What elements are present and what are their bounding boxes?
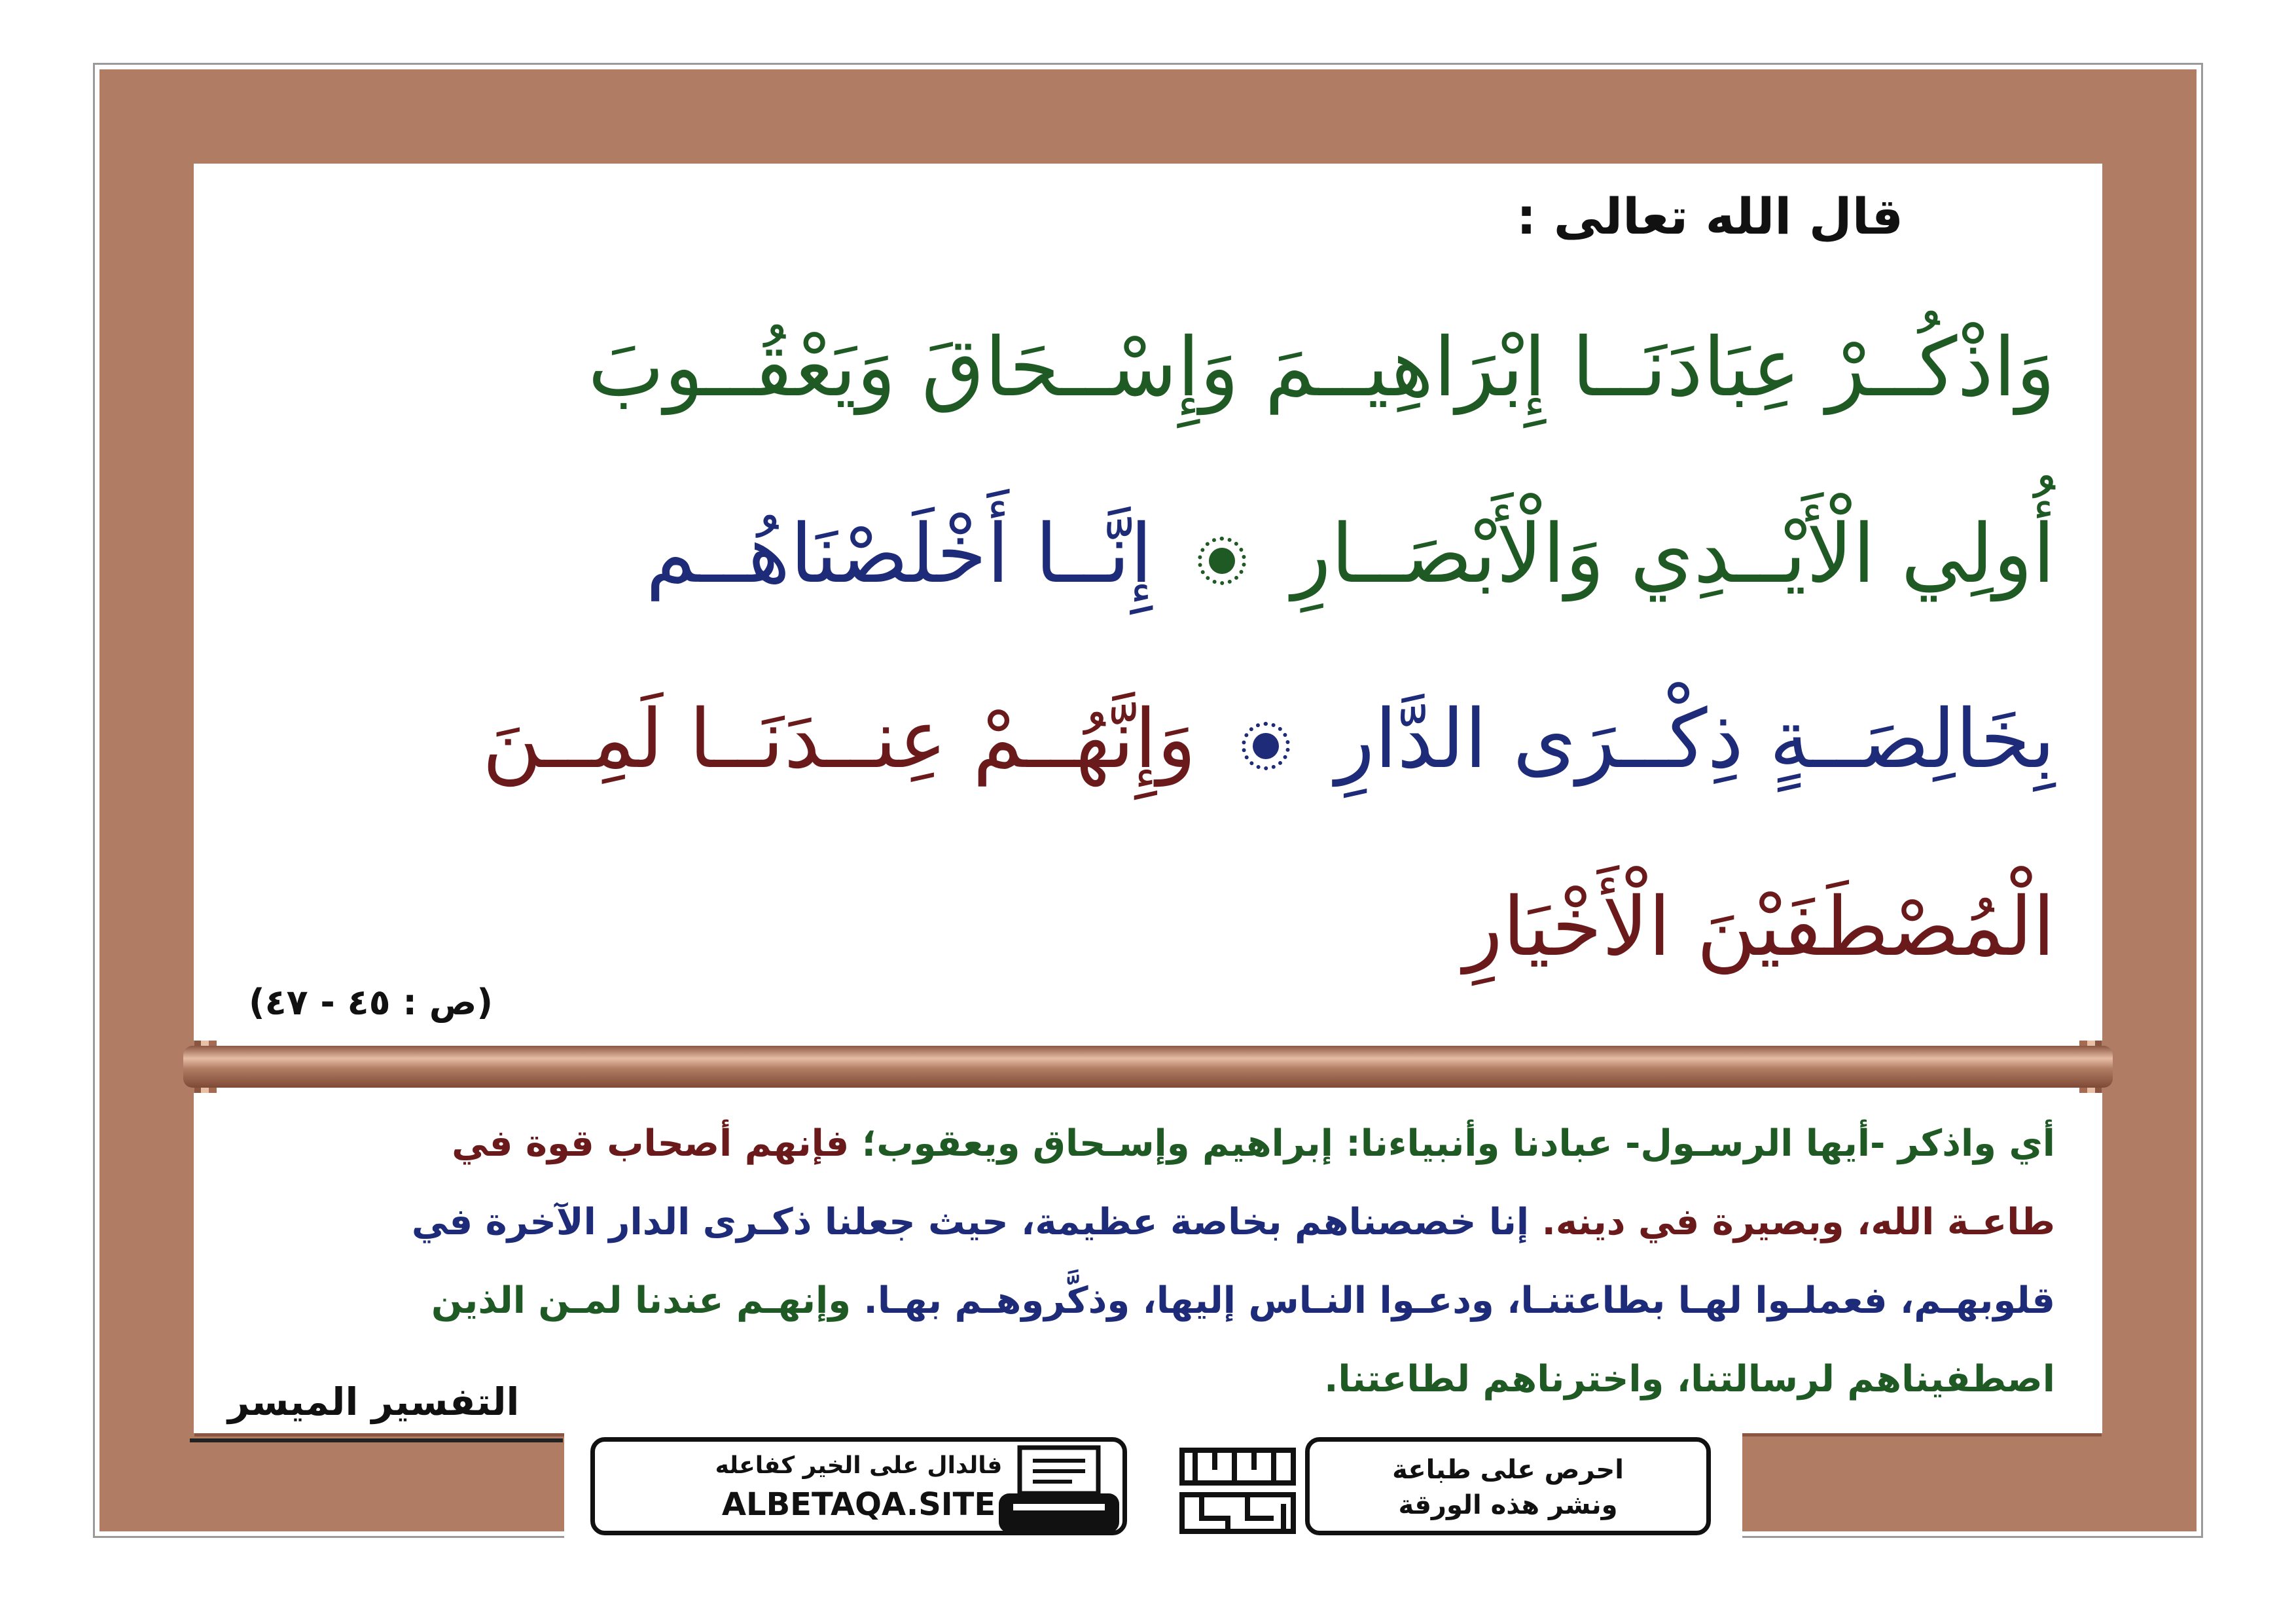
verse-line-1	[262, 321, 2055, 415]
verse-end-marker-icon	[1198, 537, 1246, 585]
print-notice-badge	[1305, 1437, 1711, 1535]
print-notice-line-2: ونشر هذه الورقة	[1398, 1490, 1618, 1520]
verse-line-3	[262, 692, 2055, 787]
site-url[interactable]: ALBETAQA.SITE	[721, 1486, 996, 1523]
badge-slogan: فالدال على الخير كفاعله	[715, 1452, 1003, 1479]
tafsir-text: طاعـة الله، وبصيرة في دينه.	[1529, 1201, 2055, 1243]
verse-text: الْمُصْطَفَيْنَ الْأَخْيَارِ	[1463, 880, 2055, 974]
verse-line-4	[262, 880, 2055, 974]
frame-divider	[183, 1046, 2113, 1088]
tafsir-line-2	[262, 1201, 2055, 1243]
tafsir-text: فإنهم أصحاب قوة في	[452, 1122, 850, 1165]
verse-reference: (ص : ٤٥ - ٤٧)	[249, 982, 493, 1023]
tafsir-text: قلوبهـم، فعملـوا لهـا بطاعتنـا، ودعـوا النـاس إليها، وذكَّروهـم بهـا.	[851, 1279, 2055, 1322]
heading: قال الله تعالى :	[1516, 187, 1903, 245]
dawat-alwaraqa-logo	[1175, 1444, 1300, 1535]
verse-text: بِخَالِصَــةٍ ذِكْــرَى الدَّارِ	[1335, 692, 2055, 787]
source-underline	[190, 1438, 563, 1442]
print-notice-line-1: احرص على طباعة	[1392, 1455, 1624, 1485]
source-label: التفسير الميسر	[228, 1380, 520, 1424]
verse-line-2	[262, 507, 2055, 601]
tafsir-line-3	[262, 1279, 2055, 1322]
tafsir-text: وإنهـم عندنا لمـن الذين	[431, 1279, 852, 1322]
tafsir-line-4	[262, 1358, 2055, 1400]
verse-text: إِنَّــا أَخْلَصْنَاهُــم	[645, 507, 1153, 601]
tafsir-text: أي واذكر -أيها الرسـول- عبادنا وأنبياءنا: إبراهيم وإسـحاق ويعقوب؛	[849, 1122, 2055, 1165]
tafsir-text: إنا خصصناهم بخاصة عظيمة، حيث جعلنا ذكـرى الدار الآخرة في	[411, 1201, 1530, 1243]
printer-icon	[994, 1444, 1124, 1535]
verse-text: أُولِي الْأَيْــدِي وَالْأَبْصَــارِ	[1291, 507, 2055, 601]
verse-end-marker-icon	[1242, 722, 1290, 770]
verse-text: وَإِنَّهُــمْ عِنــدَنَــا لَمِــنَ	[482, 692, 1196, 787]
tafsir-text: اصطفيناهم لرسالتنا، واخترناهم لطاعتنا.	[1324, 1358, 2055, 1400]
verse-text: وَاذْكُــرْ عِبَادَنَــا إِبْرَاهِيــمَ وَإِسْــحَاقَ وَيَعْقُــوبَ	[588, 321, 2055, 415]
tafsir-line-1	[262, 1122, 2055, 1165]
